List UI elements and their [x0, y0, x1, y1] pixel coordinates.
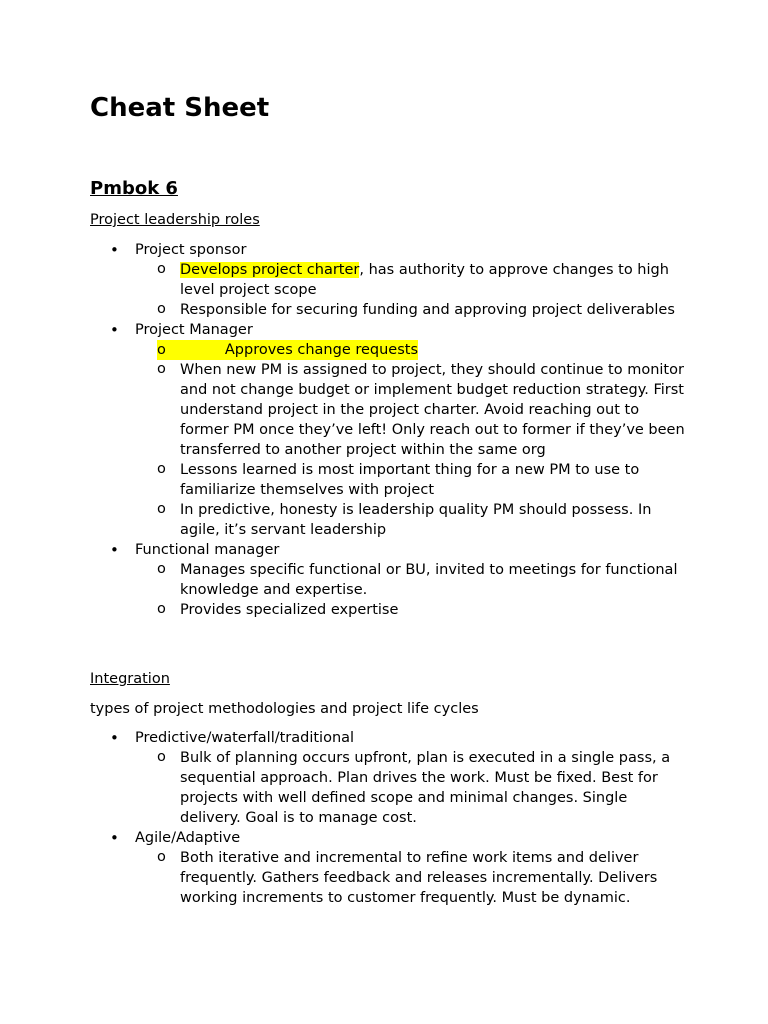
highlighted-text: Approves change requests: [224, 342, 419, 358]
sponsor-label: Project sponsor: [135, 242, 247, 258]
sub-bullet-icon: o: [157, 461, 166, 477]
highlighted-text: Develops project charter: [180, 262, 360, 278]
list-item-text: Responsible for securing funding and approving project deliverables: [180, 302, 675, 318]
integration-heading: Integration: [90, 671, 170, 687]
list-item-predictive: [90, 728, 688, 828]
bullet-icon: •: [110, 241, 119, 259]
integration-intro: types of project methodologies and project life cycles: [90, 701, 479, 717]
manager-sublist: [135, 340, 688, 540]
list-item: [135, 500, 688, 540]
list-item-text: Both iterative and incremental to refine work items and deliver frequently. Gathers feedback and releases incrementally. Delivers working increments to customer frequently. Must be dynamic.: [180, 850, 658, 906]
page-title: Cheat Sheet: [90, 93, 270, 123]
list-item-sponsor: [90, 240, 688, 320]
sub-bullet-icon: o: [157, 301, 166, 317]
list-item-text: Manages specific functional or BU, invited to meetings for functional knowledge and expertise.: [180, 562, 678, 598]
list-item-text: Bulk of planning occurs upfront, plan is executed in a single pass, a sequential approach. Plan drives the work. Must be fixed. Best for projects with well defined scope and minimal changes. Single delivery. Goal is to manage cost.: [180, 750, 671, 826]
list-item: [135, 460, 688, 500]
list-item: [135, 300, 688, 320]
list-item: [135, 360, 688, 460]
bullet-icon: •: [110, 729, 119, 747]
list-item-highlighted: [135, 340, 688, 360]
list-item-text: Provides specialized expertise: [180, 602, 399, 618]
bullet-icon: •: [110, 541, 119, 559]
functional-label: Functional manager: [135, 542, 280, 558]
sub-bullet-icon: o: [157, 601, 166, 617]
sub-bullet-icon: o: [157, 342, 166, 358]
agile-label: Agile/Adaptive: [135, 830, 241, 846]
list-item: [135, 600, 688, 620]
functional-sublist: [135, 560, 688, 620]
agile-sublist: [135, 848, 688, 908]
sponsor-sublist: [135, 260, 688, 320]
sub-bullet-icon: o: [157, 261, 166, 277]
list-item-manager: [90, 320, 688, 540]
bullet-icon: •: [110, 829, 119, 847]
list-item-text: Lessons learned is most important thing for a new PM to use to familiarize themselves with project: [180, 462, 640, 498]
list-item-text: , has authority to approve changes to high level project scope: [180, 262, 669, 298]
sub-bullet-icon: o: [157, 501, 166, 517]
leadership-list: [90, 240, 688, 620]
list-item: [135, 848, 688, 908]
leadership-heading: Project leadership roles: [90, 212, 260, 228]
predictive-sublist: [135, 748, 688, 828]
list-item: [135, 748, 688, 828]
list-item-functional: [90, 540, 688, 620]
list-item: [135, 560, 688, 600]
bullet-icon: •: [110, 321, 119, 339]
sub-bullet-icon: o: [157, 749, 166, 765]
highlighted-row: [157, 340, 418, 360]
list-item-text: When new PM is assigned to project, they should continue to monitor and not change budget or implement budget reduction strategy. First understand project in the project charter. Avoid reaching out to former PM once they’ve left! Only reach out to former if they’ve been transferred to another project within the same org: [180, 362, 685, 458]
section-heading: Pmbok 6: [90, 178, 178, 199]
list-item-text: In predictive, honesty is leadership quality PM should possess. In agile, it’s servant leadership: [180, 502, 652, 538]
sub-bullet-icon: o: [157, 849, 166, 865]
list-item-agile: [90, 828, 688, 908]
sub-bullet-icon: o: [157, 561, 166, 577]
methodology-list: [90, 728, 688, 908]
predictive-label: Predictive/waterfall/traditional: [135, 730, 355, 746]
sub-bullet-icon: o: [157, 361, 166, 377]
list-item: [135, 260, 688, 300]
manager-label: Project Manager: [135, 322, 253, 338]
